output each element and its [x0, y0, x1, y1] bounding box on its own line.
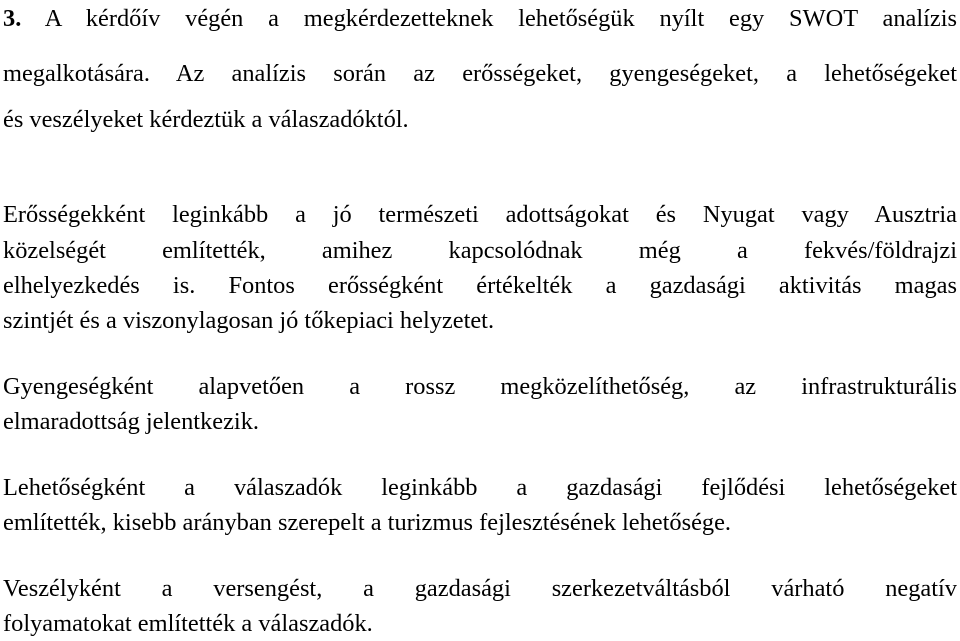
threats-line-1: Veszélyként a versengést, a gazdasági szerkezetváltásból várható negatív — [3, 575, 957, 602]
opportunities-line-1: Lehetőségként a válaszadók leginkább a gazdasági fejlődési lehetőségeket — [3, 474, 957, 501]
intro-line-1 — [3, 2, 957, 36]
strengths-line-4: szintjét és a viszonylagosan jó tőkepiaci helyzetet. — [3, 307, 495, 334]
intro-line-1-text: A kérdőív végén a megkérdezetteknek lehetőségük nyílt egy SWOT analízis — [21, 5, 957, 32]
weaknesses-line-1: Gyengeségként alapvetően a rossz megközelíthetőség, az infrastrukturális — [3, 373, 957, 400]
intro-line-2: megalkotására. Az analízis során az erősségeket, gyengeségeket, a lehetőségeket — [3, 60, 957, 87]
strengths-line-1: Erősségekként leginkább a jó természeti adottságokat és Nyugat vagy Ausztria — [3, 201, 957, 228]
section-number: 3. — [3, 5, 22, 32]
strengths-line-3: elhelyezkedés is. Fontos erősségként értékelték a gazdasági aktivitás magas — [3, 272, 957, 299]
strengths-line-2: közelségét említették, amihez kapcsolódnak még a fekvés/földrajzi — [3, 237, 957, 264]
intro-line-3: és veszélyeket kérdeztük a válaszadóktól. — [3, 106, 409, 133]
opportunities-line-2: említették, kisebb arányban szerepelt a turizmus fejlesztésének lehetősége. — [3, 509, 732, 536]
threats-line-2: folyamatokat említették a válaszadók. — [3, 610, 373, 637]
weaknesses-line-2: elmaradottság jelentkezik. — [3, 408, 259, 435]
